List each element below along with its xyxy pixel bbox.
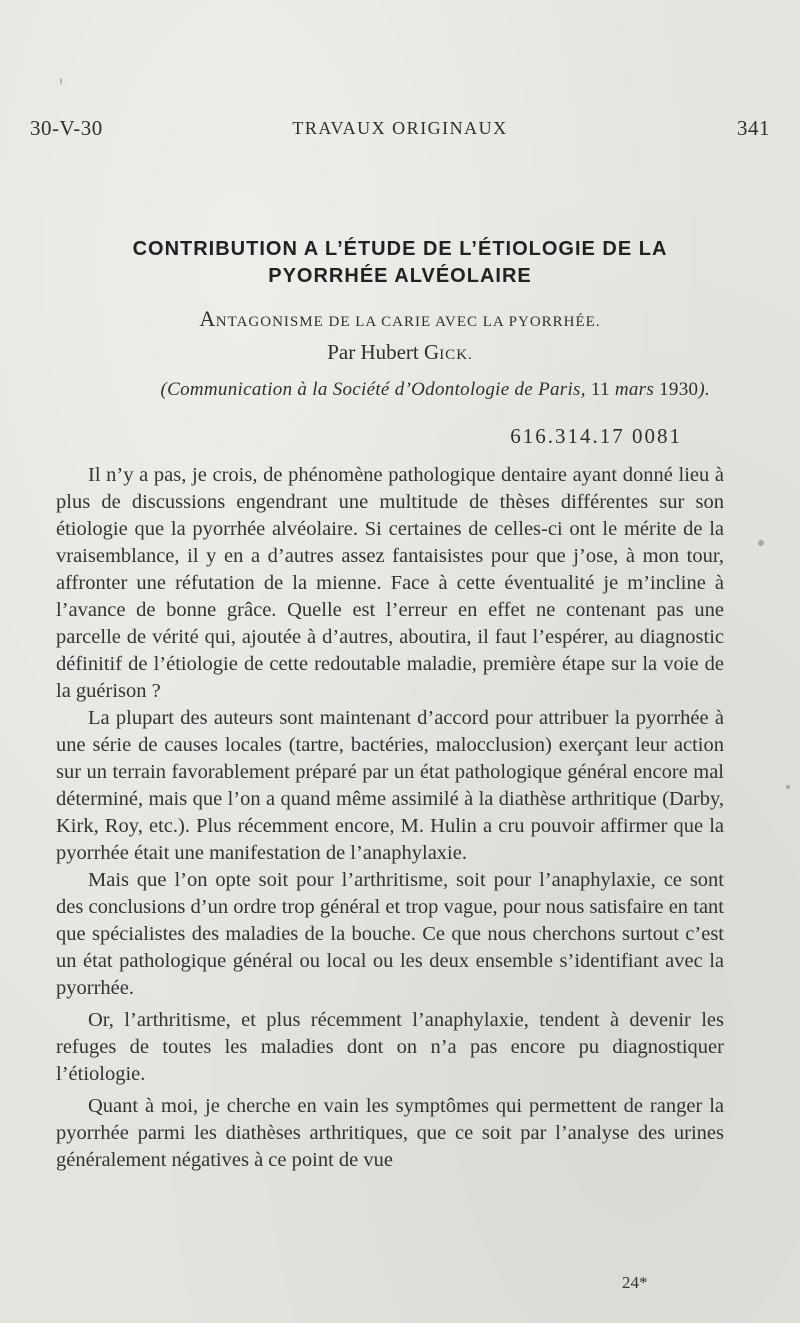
signature-mark: 24* bbox=[622, 1273, 648, 1292]
communication-month: mars bbox=[614, 379, 655, 400]
section-title: TRAVAUX ORIGINAUX bbox=[292, 118, 508, 138]
article-title-line-2: PYORRHÉE ALVÉOLAIRE bbox=[268, 265, 532, 287]
page-number: 341 bbox=[737, 116, 770, 140]
article-subtitle bbox=[40, 306, 760, 332]
classification-code: 616.314.17 0081 bbox=[510, 424, 682, 448]
communication-note bbox=[70, 379, 710, 401]
issue-date: 30-V-30 bbox=[30, 116, 103, 140]
article-body bbox=[56, 462, 724, 1174]
running-head bbox=[30, 116, 770, 146]
communication-close: ). bbox=[698, 379, 710, 400]
subtitle-initial: A bbox=[199, 306, 216, 331]
paragraph: Il n’y a pas, je crois, de phénomène pathologique dentaire ayant donné lieu à plus de discussions engendrant une multitude de thèses différentes sur son étiologie que la pyorrhée alvéolaire. Si certaines de celles-ci ont le mérite de la vraisemblance, il y en a d’autres assez fantaisistes pour que j’ose, à mon tour, affronter une réfutation de la mienne. Face à cette éventualité je m’incline à l’avance de bonne grâce. Quelle est l’erreur en effet ne contenant pas une parcelle de vérité qui, ajoutée à d’autres, aboutira, il faut l’espérer, au diagnostic définitif de l’étiologie de cette redoutable maladie, première étape sur la voie de la guérison ? bbox=[56, 464, 724, 702]
paragraph: La plupart des auteurs sont maintenant d’accord pour attribuer la pyorrhée à une série de causes locales (tartre, bactéries, malocclusion) exerçant leur action sur un terrain favorablement préparé par un état pathologique général encore mal déterminé, mais que l’on a quand même assimilé à la diathèse arthritique (Darby, Kirk, Roy, etc.). Plus récemment encore, M. Hulin a cru pouvoir affirmer que la pyorrhée était une manifestation de l’anaphylaxie. bbox=[56, 707, 724, 864]
article-title-line-1: CONTRIBUTION A L’ÉTUDE DE L’ÉTIOLOGIE DE LA bbox=[132, 238, 668, 260]
communication-text: (Communication à la Société d’Odontologie de Paris, bbox=[160, 379, 586, 400]
communication-day: 11 bbox=[590, 379, 610, 400]
article-title bbox=[40, 236, 760, 290]
subtitle-rest: NTAGONISME DE LA CARIE AVEC LA PYORRHÉE. bbox=[215, 314, 601, 330]
paper-speck bbox=[60, 78, 62, 84]
author-line bbox=[0, 340, 800, 365]
author-prefix: Par Hubert bbox=[327, 340, 419, 364]
communication-year: 1930 bbox=[659, 379, 699, 400]
paper-speck bbox=[786, 785, 790, 789]
paragraph: Quant à moi, je cherche en vain les symptômes qui permettent de ranger la pyorrhée parmi les diathèses arthritiques, que ce soit par l’analyse des urines généralement négatives à ce point de vue bbox=[56, 1095, 724, 1171]
paragraph: Mais que l’on opte soit pour l’arthritisme, soit pour l’anaphylaxie, ce sont des conclusions d’un ordre trop général et trop vague, pour nous satisfaire en tant que spécialistes des maladies de la bouche. Ce que nous cherchons surtout c’est un état pathologique général ou local ou les deux ensemble s’identifiant avec la pyorrhée. bbox=[56, 869, 724, 999]
paper-speck bbox=[758, 540, 764, 546]
paragraph: Or, l’arthritisme, et plus récemment l’anaphylaxie, tendent à devenir les refuges de toutes les maladies dont on n’a pas encore pu diagnostiquer l’étiologie. bbox=[56, 1009, 724, 1085]
author-surname-initial: G bbox=[424, 340, 440, 364]
author-surname-rest: ICK. bbox=[439, 347, 473, 363]
